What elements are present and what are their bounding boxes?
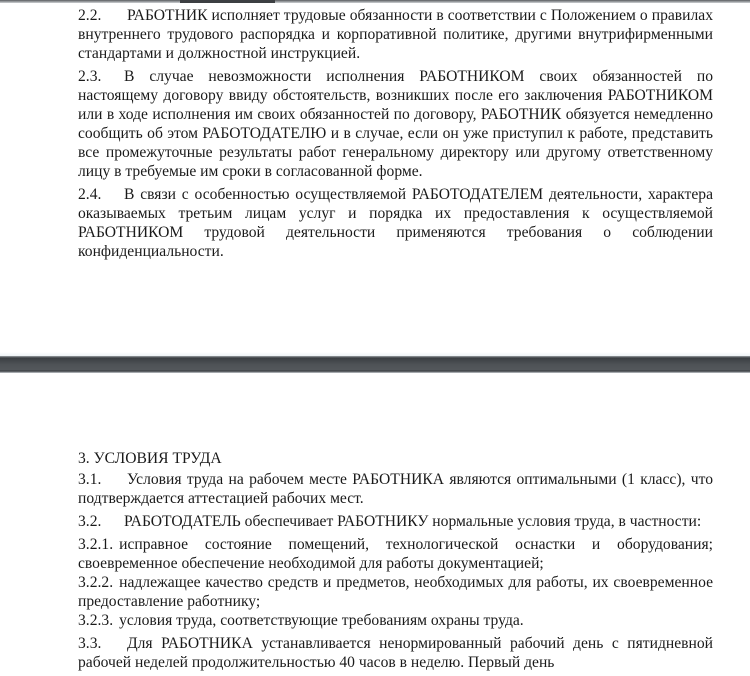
paragraph-3-2-2 (78, 573, 713, 611)
paragraph-number: 3.2.1. (78, 536, 114, 553)
paragraph-text: Условия труда на рабочем месте РАБОТНИКА являются оптимальными (1 класс), что подтверждается аттестацией рабочих мест. (78, 471, 713, 507)
paragraph-number: 3.2.3. (78, 612, 114, 629)
document-page-1 (0, 3, 750, 355)
paragraph-3-2 (78, 512, 713, 531)
paragraph-number: 3.2. (78, 513, 102, 530)
paragraph-text: надлежащее качество средств и предметов, необходимых для работы, их своевременное предоставление работнику; (78, 574, 713, 610)
paragraph-text: В связи с особенностью осуществляемой РАБОТОДАТЕЛЕМ деятельности, характера оказываемых третьим лицам услуг и порядка их предоставления к осуществляемой РАБОТНИКОМ трудовой деятельности применяются требования о соблюдении конфиденциальности. (78, 186, 713, 260)
page-1-text (78, 6, 713, 265)
paragraph-number: 3.1. (78, 471, 102, 488)
paragraph-text: РАБОТНИК исполняет трудовые обязанности в соответствии с Положением о правилах внутреннего трудового распорядка и корпоративной политике, другими внутрифирменными стандартами и должностной инструкцией. (78, 7, 713, 62)
paragraph-2-3 (78, 67, 713, 181)
paragraph-number: 2.3. (78, 68, 102, 85)
paragraph-number: 3.2.2. (78, 574, 114, 591)
paragraph-3-1 (78, 470, 713, 508)
document-page-2 (0, 374, 750, 676)
paragraph-3-2-3 (78, 611, 713, 630)
paragraph-number: 2.2. (78, 7, 102, 24)
paragraph-2-2 (78, 6, 713, 63)
paragraph-3-3 (78, 634, 713, 672)
page-separator (0, 356, 750, 373)
paragraph-number: 2.4. (78, 186, 102, 203)
paragraph-text: условия труда, соответствующие требованиям охраны труда. (119, 612, 524, 629)
paragraph-3-2-1 (78, 535, 713, 573)
paragraph-number: 3.3. (78, 635, 102, 652)
paragraph-2-4 (78, 185, 713, 261)
paragraph-text: РАБОТОДАТЕЛЬ обеспечивает РАБОТНИКУ нормальные условия труда, в частности: (124, 513, 702, 530)
paragraph-text: В случае невозможности исполнения РАБОТНИКОМ своих обязанностей по настоящему договору ввиду обстоятельств, возникших после его заключения РАБОТНИКОМ или в ходе исполнения им своих обязанностей по договору, РАБОТНИК обязуется немедленно сообщить об этом РАБОТОДАТЕЛЮ и в случае, если он уже приступил к работе, представить все промежуточные результаты работ генеральному директору или другому ответственному лицу в требуемые им сроки в согласованной форме. (78, 68, 713, 180)
section-heading: 3. УСЛОВИЯ ТРУДА (78, 450, 222, 467)
paragraph-text: исправное состояние помещений, технологической оснастки и оборудования; своевременное обеспечение необходимой для работы документацией; (78, 536, 713, 572)
paragraph-text: Для РАБОТНИКА устанавливается ненормированный рабочий день с пятидневной рабочей неделей продолжительностью 40 часов в неделю. Первый день (78, 635, 713, 671)
page-2-text (78, 449, 713, 676)
